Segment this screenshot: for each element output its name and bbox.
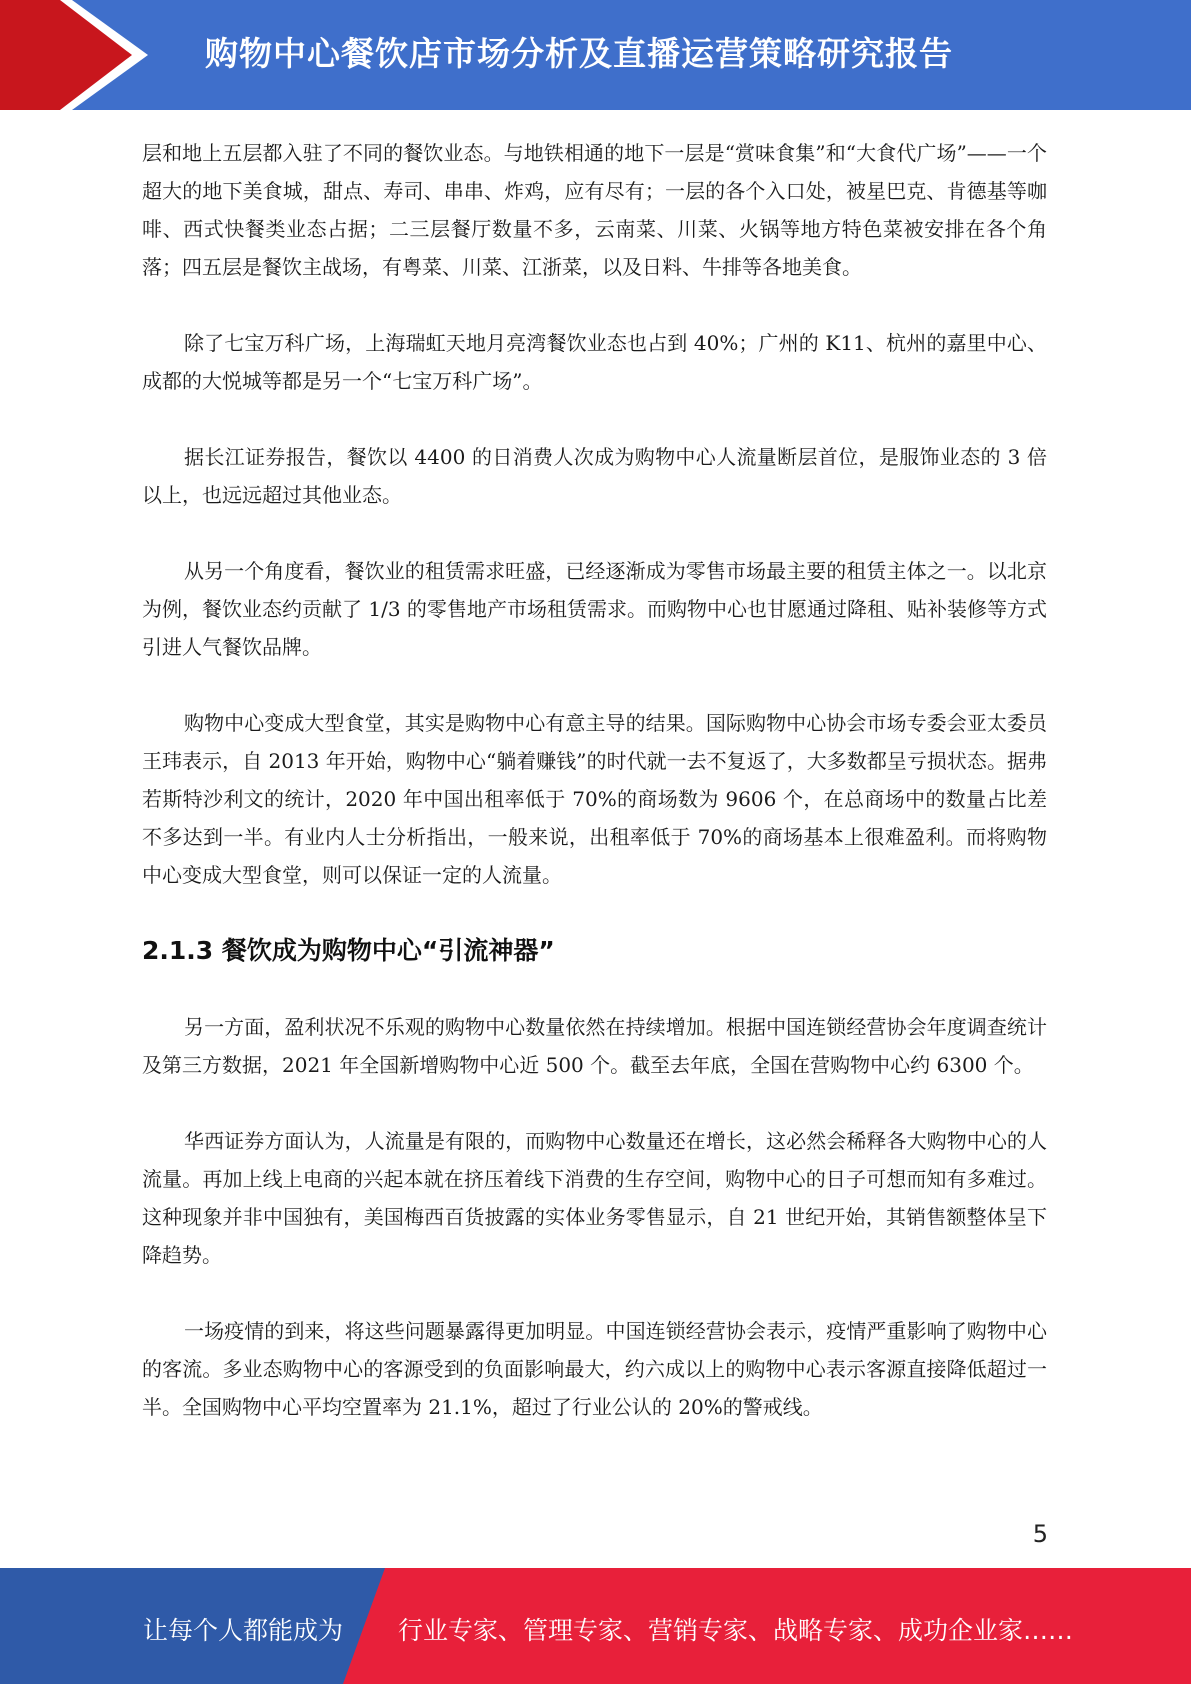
body-paragraph: 另一方面，盈利状况不乐观的购物中心数量依然在持续增加。根据中国连锁经营协会年度调查统计及第三方数据，2021 年全国新增购物中心近 500 个。截至去年底，全国在营购物中心约 6300 个。	[142, 1015, 1047, 1077]
footer-tagline: 行业专家、管理专家、营销专家、战略专家、成功企业家……	[398, 1616, 1074, 1645]
page-number: 5	[1032, 1520, 1048, 1548]
body-paragraph: 一场疫情的到来，将这些问题暴露得更加明显。中国连锁经营协会表示，疫情严重影响了购物中心的客流。多业态购物中心的客源受到的负面影响最大，约六成以上的购物中心表示客源直接降低超过一半。全国购物中心平均空置率为 21.1%，超过了行业公认的 20%的警戒线。	[142, 1319, 1047, 1419]
body-paragraph: 华西证券方面认为，人流量是有限的，而购物中心数量还在增长，这必然会稀释各大购物中心的人流量。再加上线上电商的兴起本就在挤压着线下消费的生存空间，购物中心的日子可想而知有多难过。这种现象并非中国独有，美国梅西百货披露的实体业务零售显示，自 21 世纪开始，其销售额整体呈下降趋势。	[142, 1129, 1047, 1267]
body-paragraph: 据长江证券报告，餐饮以 4400 的日消费人次成为购物中心人流量断层首位，是服饰业态的 3 倍以上，也远远超过其他业态。	[142, 445, 1047, 507]
page-footer	[0, 1568, 1191, 1684]
page-header	[0, 0, 1191, 110]
body-paragraph: 除了七宝万科广场，上海瑞虹天地月亮湾餐饮业态也占到 40%；广州的 K11、杭州的嘉里中心、成都的大悦城等都是另一个“七宝万科广场”。	[142, 331, 1047, 393]
body-paragraph: 层和地上五层都入驻了不同的餐饮业态。与地铁相通的地下一层是“赏味食集”和“大食代广场”——一个超大的地下美食城，甜点、寿司、串串、炸鸡，应有尽有；一层的各个入口处，被星巴克、肯德基等咖啡、西式快餐类业态占据；二三层餐厅数量不多，云南菜、川菜、火锅等地方特色菜被安排在各个角落；四五层是餐饮主战场，有粤菜、川菜、江浙菜，以及日料、牛排等各地美食。	[142, 141, 1047, 279]
header-arrow-decoration	[0, 0, 160, 110]
body-paragraph: 购物中心变成大型食堂，其实是购物中心有意主导的结果。国际购物中心协会市场专委会亚太委员王玮表示，自 2013 年开始，购物中心“躺着赚钱”的时代就一去不复返了，大多数都呈亏损状态。据弗若斯特沙利文的统计，2020 年中国出租率低于 70%的商场数为 9606 个，在总商场中的数量占比差不多达到一半。有业内人士分析指出，一般来说，出租率低于 70%的商场基本上很难盈利。而将购物中心变成大型食堂，则可以保证一定的人流量。	[142, 711, 1047, 887]
section-heading: 2.1.3 餐饮成为购物中心“引流神器”	[142, 936, 555, 965]
document-body	[142, 134, 1047, 1464]
document-title: 购物中心餐饮店市场分析及直播运营策略研究报告	[205, 34, 953, 73]
body-paragraph: 从另一个角度看，餐饮业的租赁需求旺盛，已经逐渐成为零售市场最主要的租赁主体之一。以北京为例，餐饮业态约贡献了 1/3 的零售地产市场租赁需求。而购物中心也甘愿通过降租、贴补装修等方式引进人气餐饮品牌。	[142, 559, 1047, 659]
footer-slogan: 让每个人都能成为	[143, 1616, 344, 1645]
